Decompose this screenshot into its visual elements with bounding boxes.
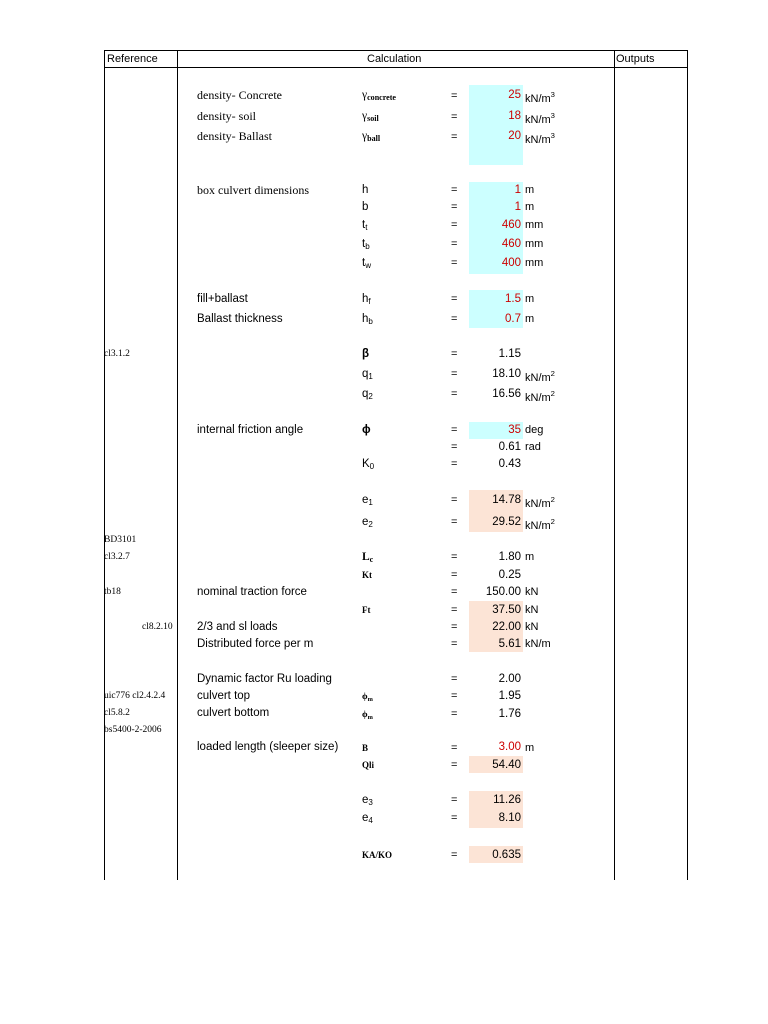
row-unit: $kN/m^3$ [525,90,555,105]
row-value: 0.7 [505,313,521,325]
row-value: 1.95 [498,690,521,702]
row-value: 8.10 [498,812,521,824]
row-symbol: $h_f$ [362,293,371,306]
row-equals: = [451,131,458,143]
row-symbol: $e_2$ [362,516,373,529]
border-right [687,50,688,880]
reference-text: cl5.8.2 [104,708,130,718]
row-equals: = [451,638,458,650]
row-symbol: $t_w$ [362,257,372,270]
row-equals: = [451,441,458,453]
row-unit: kN/m [525,638,551,650]
row-unit: $kN/m^2$ [525,389,555,404]
row-value: 1.5 [505,293,521,305]
row-symbol: Ft [362,605,371,615]
row-symbol: $\phi_m$ [362,709,373,721]
row-symbol: $h_b$ [362,313,373,326]
header-top-border [104,50,688,51]
row-value: 1.76 [498,708,521,720]
row-value: 2.00 [498,673,521,685]
row-equals: = [451,759,458,771]
row-value: 29.52 [492,516,521,528]
row-value: 22.00 [492,621,521,633]
row-equals: = [451,586,458,598]
row-description: nominal traction force [197,586,307,598]
row-equals: = [451,368,458,380]
row-description: Distributed force per m [197,638,314,650]
row-equals: = [451,313,458,325]
row-value: 3.00 [498,741,521,753]
row-unit: mm [525,219,544,231]
header-bottom-border [104,67,688,68]
row-description: Dynamic factor Ru loading [197,673,332,685]
row-unit: $kN/m^2$ [525,495,555,510]
row-symbol: $\gamma_{ball}$ [362,130,381,143]
border-reference [177,50,178,880]
reference-text: BD3101 [104,535,137,545]
row-symbol: β [362,348,370,360]
row-unit: m [525,742,535,754]
reference-text: uic776 cl2.4.2.4 [104,691,166,701]
row-unit: $kN/m^2$ [525,517,555,532]
row-description: density- Concrete [197,88,282,102]
reference-text: cl3.2.7 [104,552,130,562]
row-symbol: B [362,743,369,753]
row-equals: = [451,238,458,250]
row-value: 0.25 [498,569,521,581]
row-value: 0.43 [498,458,521,470]
row-equals: = [451,551,458,563]
row-symbol: $e_3$ [362,794,373,807]
row-equals: = [451,184,458,196]
row-value: 460 [501,219,521,231]
row-value: 37.50 [492,604,521,616]
row-equals: = [451,90,458,102]
row-value: 1.15 [498,348,521,360]
row-symbol: KA/KO [362,850,393,860]
row-unit: m [525,293,535,305]
row-value: 18.10 [492,368,521,380]
row-unit: $kN/m^2$ [525,369,555,384]
row-description: box culvert dimensions [197,183,309,197]
reference-text: bs5400-2-2006 [104,725,162,735]
row-symbol: $\gamma_{concrete}$ [362,89,396,102]
reference-text: tb18 [104,587,121,597]
row-unit: $kN/m^3$ [525,131,555,146]
row-unit: mm [525,238,544,250]
row-equals: = [451,494,458,506]
row-equals: = [451,219,458,231]
border-left [104,50,105,880]
row-unit: m [525,184,535,196]
row-symbol: $e_4$ [362,812,373,825]
row-symbol: b [362,201,369,213]
row-equals: = [451,458,458,470]
row-description: Ballast thickness [197,313,283,325]
row-description: fill+ballast [197,293,248,305]
row-value: 18 [508,110,521,122]
row-equals: = [451,201,458,213]
row-equals: = [451,673,458,685]
row-symbol: h [362,184,369,196]
header-reference: Reference [107,53,158,65]
row-value: 35 [508,424,521,436]
row-description: density- Ballast [197,129,272,143]
row-unit: $kN/m^3$ [525,111,555,126]
row-unit: m [525,201,535,213]
row-description: culvert bottom [197,707,270,719]
row-equals: = [451,569,458,581]
row-value: 14.78 [492,494,521,506]
row-equals: = [451,604,458,616]
row-equals: = [451,690,458,702]
row-value: 1.80 [498,551,521,563]
row-equals: = [451,424,458,436]
row-unit: rad [525,441,541,453]
border-calculation [614,50,615,880]
row-equals: = [451,388,458,400]
row-symbol: $q_1$ [362,368,373,381]
row-description: 2/3 and sl loads [197,621,278,633]
row-value: 20 [508,130,521,142]
row-equals: = [451,742,458,754]
row-value: 16.56 [492,388,521,400]
row-description: density- soil [197,109,256,123]
row-equals: = [451,257,458,269]
row-unit: kN [525,586,539,598]
row-description: internal friction angle [197,424,304,436]
row-description: culvert top [197,690,251,702]
row-equals: = [451,516,458,528]
row-symbol: $\phi_m$ [362,691,373,703]
row-symbol: $q_2$ [362,388,373,401]
row-equals: = [451,348,458,360]
row-value: 1 [514,184,521,196]
row-value: 5.61 [498,638,521,650]
row-equals: = [451,794,458,806]
row-symbol: $L_c$ [362,551,374,564]
row-symbol: Qli [362,760,375,770]
row-equals: = [451,812,458,824]
row-value: 54.40 [492,759,521,771]
row-value: 1 [514,201,521,213]
row-description: loaded length (sleeper size) [197,741,339,753]
row-equals: = [451,708,458,720]
row-symbol: $\gamma_{soil}$ [362,110,379,123]
reference-text: cl8.2.10 [142,622,173,632]
row-symbol: $t_b$ [362,238,370,251]
row-value: 25 [508,89,521,101]
row-equals: = [451,849,458,861]
row-symbol: $e_1$ [362,494,373,507]
row-value: 150.00 [485,586,521,598]
header-calculation: Calculation [367,53,422,65]
row-value: 400 [501,257,521,269]
row-value: 460 [501,238,521,250]
row-symbol: $t_t$ [362,219,368,232]
row-unit: deg [525,424,544,436]
row-unit: mm [525,257,544,269]
row-unit: m [525,313,535,325]
row-value: 0.61 [498,441,521,453]
row-value: 11.26 [493,794,521,806]
row-equals: = [451,621,458,633]
row-unit: m [525,551,535,563]
header-outputs: Outputs [616,53,655,65]
row-symbol: Kt [362,570,372,580]
row-symbol: ϕ [362,424,371,436]
reference-text: cl3.1.2 [104,349,130,359]
row-unit: kN [525,621,539,633]
row-value: 0.635 [492,849,521,861]
row-equals: = [451,111,458,123]
row-unit: kN [525,604,539,616]
row-equals: = [451,293,458,305]
row-symbol: $K_0$ [362,458,375,471]
